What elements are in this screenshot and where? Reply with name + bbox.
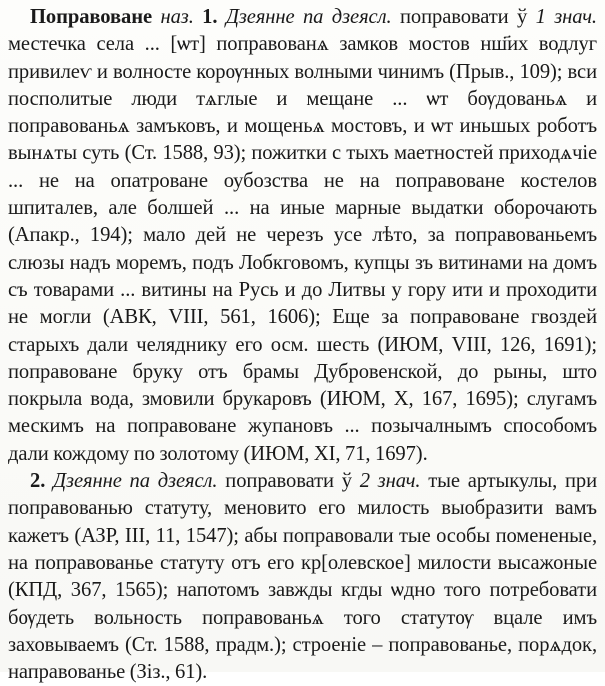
sense-1-paragraph bbox=[8, 4, 597, 468]
sense-number: 2. bbox=[30, 470, 46, 493]
sense-citations: местечка села ... [ѡт] поправованѧ замков мостов нш҃их водлуг привилеѵ и волносте корѹнных волными чинимъ (Прыв., 109); вси посполитые люди тѧглые и мещане ... ѡт бѹдованьѧ и поправованьѧ замъковъ, и мощеньѧ мостовъ, и ѡт иньшых роботъ вынѧты суть (Ст. 1588, 93); пожитки с тыхъ маетностей приходѧчіе ... не на опатроване оубозства не на поправоване костелов шпиталев, але болшей ... на иные марные выдатки оборочають (Апакр., 194); мало дей не черезъ усе лѣто, за поправованьемъ слюзы надъ моремъ, подъ Лобкговомъ, купцы зъ витинами на домъ съ товарами ... витины на Русь и до Литвы у гору ити и проходити не могли (АВК, VIII, 561, 1606); Еще за поправоване гвоздей старыхъ дали челяднику его осм. шесть (ИЮМ, VIII, 126, 1691); поправоване бруку отъ брамы Дубровенской, до рыны, што покрыла вода, змовили брукаровъ (ИЮМ, X, 167, 1695); слугамъ мескимъ на поправоване жупановъ ... позычалнымъ способомъ дали кождому по золотому (ИЮМ, XI, 71, 1697). bbox=[8, 33, 597, 465]
sense-definition: Дзеянне па дзеясл. bbox=[225, 6, 392, 28]
entry-headword: Поправоване bbox=[30, 6, 153, 28]
sense-definition: Дзеянне па дзеясл. bbox=[53, 470, 218, 493]
dictionary-entry bbox=[8, 4, 597, 686]
reference-sense: 1 знач. bbox=[535, 6, 597, 28]
sense-number: 1. bbox=[202, 6, 218, 28]
reference-sense: 2 знач. bbox=[359, 470, 421, 493]
reference-verb: поправовати ў bbox=[399, 6, 528, 28]
part-of-speech: наз. bbox=[160, 6, 194, 28]
sense-2-paragraph bbox=[8, 468, 597, 686]
sense-citations: тые артыкулы, при поправованью статуту, меновито его милость выобразити вамъ кажетъ (АЗР, III, 11, 1547); абы поправовали тые особы помененые, на поправованье статуту отъ его кр[олевское] милости высажоные (КПД, 367, 1565); напотомъ завжды кгды ѡдно того потребовати бѹдеть вольность поправованьѧ того статутѹ вцале имъ заховываемъ (Ст. 1588, прадм.); строеніе – поправованье, порѧдок, направованье (Зіз., 61). bbox=[8, 470, 597, 684]
reference-verb: поправовати ў bbox=[225, 470, 352, 493]
